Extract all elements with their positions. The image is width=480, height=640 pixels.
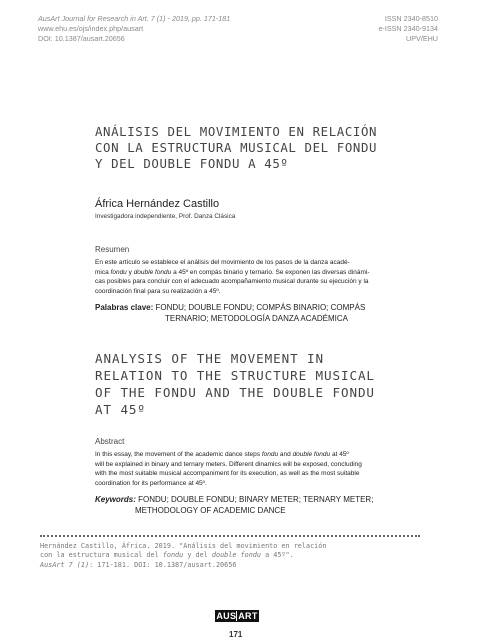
title-spanish [95, 124, 445, 172]
abstract-line: will be explained in binary and ternary meters. Different dinamics will be exposed, concluding [95, 460, 362, 468]
article-doi: DOI: 10.1387/ausart.20656 [38, 34, 125, 43]
title-en-line: OF THE FONDU AND THE DOUBLE FONDU [95, 385, 375, 400]
abstract-line: coordination for its performance at 45º. [95, 479, 207, 487]
abstract-body [95, 450, 425, 488]
abstract-line: with the most suitable musical accompaniment for its execution, as well as the most suitable [95, 470, 360, 478]
title-english [95, 350, 445, 418]
resumen-heading: Resumen [95, 245, 130, 254]
ausart-logo: AUS ART [216, 611, 258, 621]
keywords-en-label: Keywords: [95, 495, 136, 504]
title-es-line: Y DEL DOUBLE FONDU A 45º [95, 156, 289, 171]
citation [40, 542, 430, 570]
resumen-body [95, 258, 418, 296]
title-es-line: ANÁLISIS DEL MOVIMIENTO EN RELACIÓN [95, 124, 378, 139]
author-affiliation: Investigadora independiente, Prof. Danza Clásica [95, 213, 236, 220]
title-en-line: AT 45º [95, 402, 146, 417]
keywords-es-values-cont: TERNARIO; METODOLOGÍA DANZA ACADÉMICA [165, 313, 348, 323]
resumen-line: cas posibles para concluir con el adecuado acompañamiento musical durante su ejecución y la [95, 278, 369, 286]
resumen-line: coordinación final para su realización a 45º. [95, 287, 221, 295]
running-header-left [38, 14, 230, 44]
abstract-line: In this essay, the movement of the academic dance steps fondu and double fondu at 45º [95, 451, 349, 458]
keywords-spanish [95, 303, 425, 324]
resumen-line: En este artículo se establece el análisis del movimiento de los pasos de la danza acadé- [95, 259, 350, 266]
author-name: África Hernández Castillo [95, 198, 220, 210]
journal-url[interactable]: www.ehu.es/ojs/index.php/ausart [38, 24, 144, 33]
citation-line: Hernández Castillo, África. 2019. "Análisis del movimiento en relación [40, 542, 327, 550]
resumen-line: mica fondu y double fondu a 45º en compás binario y ternario. Se exponen las diversas dinámi- [95, 268, 370, 276]
title-en-line: RELATION TO THE STRUCTURE MUSICAL [95, 368, 375, 383]
title-es-line: CON LA ESTRUCTURA MUSICAL DEL FONDU [95, 140, 378, 155]
citation-line: AusArt 7 (1): 171-181. DOI: 10.1387/ausart.20656 [40, 560, 237, 569]
publisher: UPV/EHU [406, 34, 438, 43]
journal-name: AusArt Journal for Research in Art. 7 (1) - 2019, pp. 171-181 [38, 14, 231, 23]
keywords-en-values-cont: METHODOLOGY OF ACADEMIC DANCE [135, 505, 286, 515]
abstract-heading: Abstract [95, 437, 125, 446]
dotted-divider [40, 535, 420, 537]
issn: ISSN 2340-8510 [384, 14, 438, 23]
citation-line: con la estructura musical del fondu y del double fondu a 45º". [40, 551, 294, 560]
running-header-right [378, 14, 438, 44]
keywords-english [95, 495, 425, 516]
eissn: e-ISSN 2340-9134 [378, 24, 438, 33]
title-en-line: ANALYSIS OF THE MOVEMENT IN [95, 351, 325, 366]
keywords-en-values: FONDU; DOUBLE FONDU; BINARY METER; TERNARY METER; [135, 495, 374, 504]
page-number: 171 [229, 630, 243, 639]
keywords-es-values: FONDU; DOUBLE FONDU; COMPÁS BINARIO; COMPÁS [153, 303, 366, 312]
keywords-es-label: Palabras clave: [95, 303, 154, 312]
